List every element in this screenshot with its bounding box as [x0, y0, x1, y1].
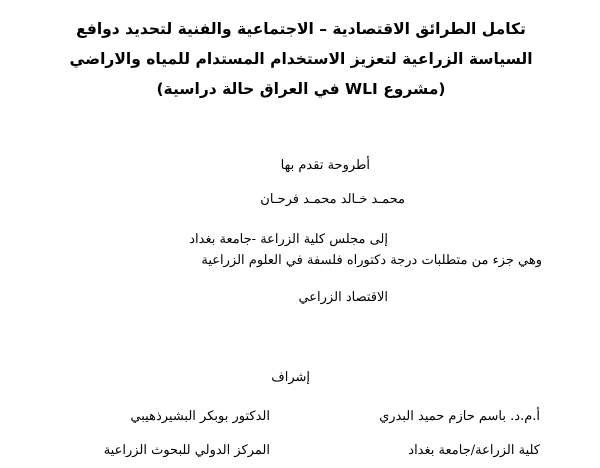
supervisor-1-name: أ.م.د. باسم حازم حميد البدري [379, 409, 540, 424]
supervisor-2-name: الدكتور بوبكر البشيرذهيبي [130, 409, 270, 424]
supervisor-2-affiliation: المركز الدولي للبحوث الزراعية [103, 443, 270, 458]
supervisors [0, 400, 600, 460]
thesis-intro: أطروحة تقدم بها [280, 158, 370, 173]
author-name: محمـد خـالد محمـد فرحـان [260, 192, 405, 207]
supervisor-1-affiliation: كلية الزراعة/جامعة بغداد [408, 443, 540, 458]
supervisor-2 [104, 400, 270, 468]
thesis-title [40, 14, 562, 104]
submitted-to: إلى مجلس كلية الزراعة -جامعة بغداد [189, 232, 388, 247]
title-line-1: تكامل الطرائق الاقتصادية – الاجتماعية والفنية لتحديد دوافع [76, 20, 526, 38]
title-line-3: (مشروع WLI في العراق حالة دراسية) [156, 80, 446, 98]
supervision-label: إشراف [271, 370, 310, 385]
degree-statement: وهي جزء من متطلبات درجة دكتوراه فلسفة في العلوم الزراعية [201, 253, 542, 268]
supervisor-1 [379, 400, 540, 468]
title-line-2: السياسة الزراعية لتعزيز الاستخدام المستدام للمياه والاراضي [69, 50, 533, 68]
department: الاقتصاد الزراعي [298, 290, 388, 305]
